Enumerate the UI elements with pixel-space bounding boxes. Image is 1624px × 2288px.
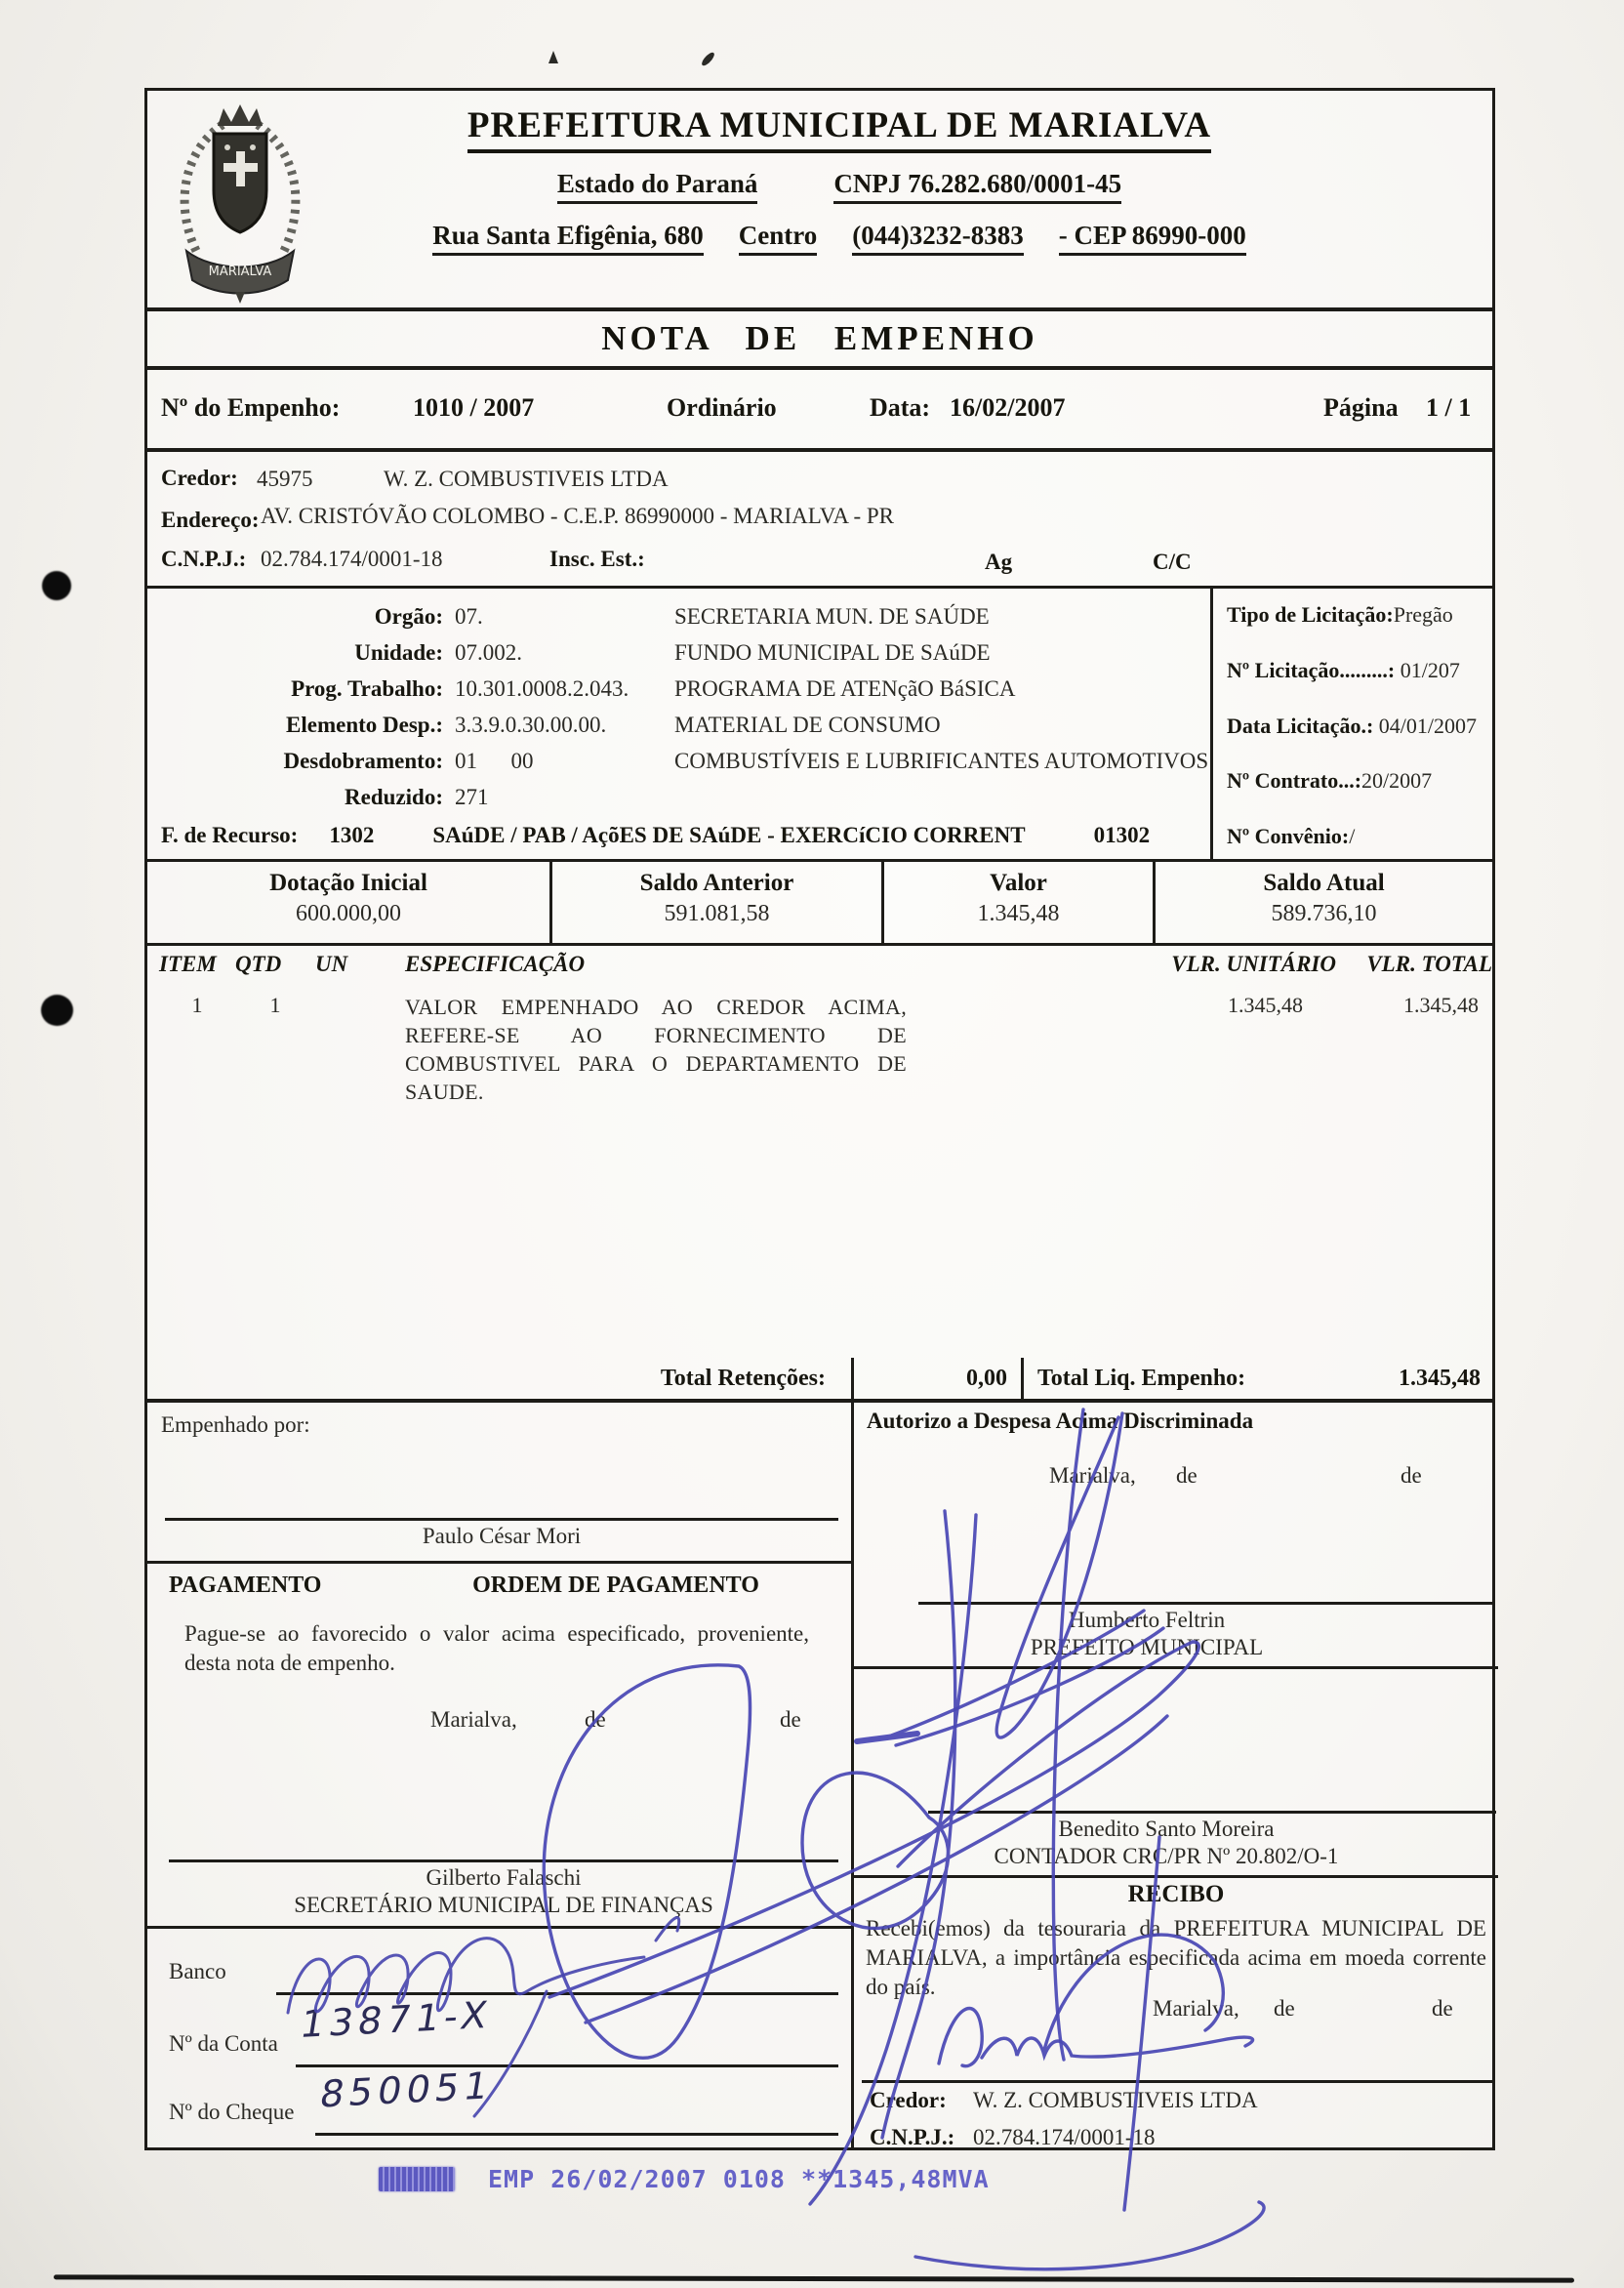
bidding-info-column: [1210, 589, 1492, 859]
recibo-text: Recebi(emos) da tesouraria da PREFEITURA MUNICIPAL DE MARIALVA, a importância especificada acima em moeda corrente do país.: [866, 1916, 1486, 1999]
licitacao-date-row: [1227, 714, 1492, 739]
budget-row-unidade: [147, 634, 1210, 671]
cnpj-header: CNPJ 76.282.680/0001-45: [833, 169, 1121, 204]
ordem-pagamento-title: ORDEM DE PAGAMENTO: [472, 1573, 759, 1598]
date-value: 16/02/2007: [950, 393, 1066, 422]
reduzido-label: Reduzido:: [345, 785, 443, 809]
item-spacer: [913, 993, 1141, 1106]
creditor-name: W. Z. COMBUSTIVEIS LTDA: [384, 467, 669, 491]
phone-number: (044)3232-8383: [852, 221, 1023, 256]
prefeito-name: Humberto Feltrin: [1068, 1608, 1226, 1632]
budget-row-prog-trabalho: [147, 671, 1210, 707]
scan-speck: [701, 51, 716, 68]
agreement-number-label: Nº Convênio:: [1227, 824, 1350, 848]
licitacao-number-row: [1227, 658, 1492, 683]
cheque-label: Nº do Cheque: [169, 2100, 295, 2124]
signature-line: [169, 1859, 838, 1862]
valor-label: Valor: [990, 870, 1047, 896]
item-number: 1: [191, 993, 203, 1017]
pagamento-text: Pague-se ao favorecido o valor acima especificado, proveniente, desta nota de empenho.: [184, 1621, 809, 1675]
desdobramento-desc: COMBUSTÍVEIS E LUBRIFICANTES AUTOMOTIVOS: [674, 749, 1209, 773]
licitacao-type-row: [1227, 602, 1492, 628]
creditor-code: 45975: [257, 467, 313, 491]
orgao-label: Orgão:: [374, 604, 443, 629]
col-vlr-total: VLR. TOTAL: [1366, 952, 1492, 976]
item-specification: VALOR EMPENHADO AO CREDOR ACIMA, REFERE-SE AO FORNECIMENTO DE COMBUSTIVEL PARA O DEPARTAMENTO DE SAUDE.: [405, 995, 907, 1104]
unidade-desc: FUNDO MUNICIPAL DE SAúDE: [674, 640, 991, 665]
account-label: C/C: [1153, 550, 1192, 574]
cep-code: - CEP 86990-000: [1059, 221, 1246, 256]
pagamento-de1: de: [585, 1707, 606, 1732]
stamp-logo-block: [379, 2167, 455, 2191]
autorizo-de2: de: [1401, 1463, 1422, 1488]
total-liquido-cell: [1024, 1366, 1492, 1392]
cheque-fill-line: [315, 2133, 838, 2136]
recibo-cnpj-label: C.N.P.J.:: [870, 2125, 955, 2149]
pagamento-title: PAGAMENTO: [169, 1573, 322, 1598]
saldo-anterior-label: Saldo Anterior: [639, 870, 794, 896]
stamp-text: EMP 26/02/2007 0108 **1345,48MVA: [488, 2165, 990, 2193]
signature-line: [918, 1602, 1492, 1605]
col-especificacao: ESPECIFICAÇÃO: [405, 952, 586, 976]
creditor-label: Credor:: [161, 466, 238, 490]
empenho-number-value: 1010 / 2007: [413, 393, 535, 422]
date-label: Data:: [870, 393, 931, 422]
prog-trabalho-desc: PROGRAMA DE ATENçãO BáSICA: [674, 676, 1016, 701]
banco-fill-line: [276, 1992, 838, 1995]
unidade-label: Unidade:: [354, 640, 443, 665]
pagamento-de2: de: [780, 1707, 801, 1732]
contador-name: Benedito Santo Moreira: [1058, 1817, 1275, 1841]
contract-number-label: Nº Contrato...:: [1227, 768, 1362, 794]
hole-punch-mark: [42, 571, 71, 600]
municipal-coat-of-arms: [163, 97, 317, 304]
prefeito-title: PREFEITO MUNICIPAL: [1030, 1635, 1264, 1659]
page-label: Página: [1323, 393, 1399, 422]
recurso-code: 1302: [329, 823, 375, 847]
prog-trabalho-code: 10.301.0008.2.043.: [455, 676, 629, 701]
saldo-atual-label: Saldo Atual: [1263, 870, 1385, 896]
recibo-credor-label: Credor:: [870, 2088, 947, 2112]
street-address: Rua Santa Efigênia, 680: [432, 221, 704, 256]
licitacao-type-value: Pregão: [1393, 602, 1453, 627]
agreement-number-row: [1227, 824, 1492, 849]
address-label: Endereço:: [161, 508, 260, 532]
signatures-section: [147, 1403, 1492, 2150]
balance-totals-row: [147, 862, 1492, 946]
item-total-price: 1.345,48: [1403, 993, 1479, 1017]
recurso-desc: SAúDE / PAB / AçõES DE SAúDE - EXERCíCIO CORRENT: [432, 823, 1026, 847]
dotacao-inicial-label: Dotação Inicial: [269, 870, 427, 896]
page-value: 1 / 1: [1426, 393, 1472, 422]
budget-row-reduzido: [147, 779, 1210, 815]
licitacao-number-value: 01/207: [1400, 657, 1460, 682]
dotacao-inicial-cell: [147, 862, 549, 943]
unidade-code: 07.002.: [455, 640, 522, 665]
contract-number-value: 20/2007: [1361, 768, 1433, 794]
section-divider: [854, 1666, 1498, 1669]
reduzido-code: 271: [455, 785, 489, 809]
valor-cell: [881, 862, 1153, 943]
empenho-number-row: [147, 370, 1492, 452]
valor-value: 1.345,48: [977, 901, 1060, 926]
recibo-de2: de: [1432, 1996, 1453, 2021]
item-row: [159, 993, 1492, 1106]
licitacao-date-label: Data Licitação.:: [1227, 713, 1374, 738]
document-title-bar: [147, 307, 1492, 370]
conta-fill-line: [296, 2064, 838, 2067]
scan-edge-line: [54, 2274, 1574, 2282]
recibo-title: RECIBO: [1127, 1881, 1225, 1907]
licitacao-date-value: 04/01/2007: [1378, 713, 1478, 738]
saldo-anterior-value: 591.081,58: [664, 901, 770, 926]
signature-line: [928, 1811, 1496, 1814]
agency-label: Ag: [985, 550, 1013, 574]
items-header-row: [159, 952, 1492, 977]
secretario-name: Gilberto Falaschi: [426, 1865, 582, 1890]
saldo-atual-value: 589.736,10: [1271, 901, 1377, 926]
budget-classification-block: [147, 589, 1492, 862]
item-unit-price: 1.345,48: [1228, 993, 1303, 1017]
budget-row-elemento: [147, 707, 1210, 743]
empenho-type: Ordinário: [667, 393, 777, 422]
col-vlr-unitario: VLR. UNITÁRIO: [1171, 952, 1336, 976]
empenhado-por-label: Empenhado por:: [161, 1412, 310, 1437]
recibo-city: Marialva,: [1153, 1996, 1239, 2021]
budget-row-recurso: [147, 823, 1210, 848]
scan-speck: [548, 51, 558, 63]
total-retencoes-value: 0,00: [851, 1358, 1024, 1399]
hole-punch-mark: [41, 995, 73, 1026]
col-un: UN: [315, 952, 348, 976]
address-value: AV. CRISTÓVÃO COLOMBO - C.E.P. 86990000 - MARIALVA - PR: [261, 504, 895, 528]
coat-of-arms-banner-text: MARIALVA: [208, 265, 272, 279]
section-divider: [854, 1875, 1498, 1878]
empenho-number-label: Nº do Empenho:: [161, 393, 341, 422]
dotacao-inicial-value: 600.000,00: [296, 901, 401, 926]
items-table: [147, 946, 1492, 1358]
prog-trabalho-label: Prog. Trabalho:: [291, 676, 443, 701]
conta-label: Nº da Conta: [169, 2031, 278, 2056]
desdobramento-label: Desdobramento:: [283, 749, 443, 773]
total-liquido-label: Total Liq. Empenho:: [1037, 1365, 1246, 1391]
desdobramento-code: 01 00: [455, 749, 534, 773]
signature-line: [862, 2080, 1494, 2083]
col-spacer: [913, 952, 1141, 977]
dot-matrix-stamp: [379, 2165, 990, 2193]
recibo-de1: de: [1274, 1996, 1295, 2021]
form-header: [147, 91, 1492, 307]
creditor-cnpj-value: 02.784.174/0001-18: [261, 547, 443, 571]
col-qtd: QTD: [235, 952, 282, 976]
total-liquido-value: 1.345,48: [1399, 1365, 1481, 1391]
pagamento-city: Marialva,: [430, 1707, 517, 1732]
banco-label: Banco: [169, 1959, 226, 1983]
secretario-title: SECRETÁRIO MUNICIPAL DE FINANÇAS: [294, 1893, 713, 1917]
state-registration-label: Insc. Est.:: [549, 547, 645, 571]
recurso-label: F. de Recurso:: [161, 823, 299, 847]
budget-rows: [147, 589, 1210, 859]
item-unit: [315, 993, 405, 1106]
creditor-cnpj-label: C.N.P.J.:: [161, 547, 247, 571]
conta-handwritten-value: 13871-X: [297, 1992, 496, 2047]
authorization-column: [851, 1403, 1498, 2150]
document-title: NOTA DE EMPENHO: [601, 319, 1038, 357]
cheque-handwritten-value: 850051: [316, 2063, 497, 2116]
licitacao-number-label: Nº Licitação.........:: [1227, 657, 1396, 682]
autorizo-de1: de: [1176, 1463, 1198, 1488]
recibo-credor-value: W. Z. COMBUSTIVEIS LTDA: [973, 2088, 1258, 2112]
empenhado-signer-name: Paulo César Mori: [422, 1524, 582, 1548]
licitacao-type-label: Tipo de Licitação:: [1227, 602, 1394, 627]
signature-line: [165, 1518, 838, 1521]
retentions-row: [147, 1358, 1492, 1403]
saldo-anterior-cell: [549, 862, 881, 943]
elemento-label: Elemento Desp.:: [286, 713, 443, 737]
district: Centro: [739, 221, 818, 256]
payment-column: [147, 1403, 851, 2150]
header-text: [147, 91, 1492, 256]
budget-row-orgao: [147, 598, 1210, 634]
municipality-title: PREFEITURA MUNICIPAL DE MARIALVA: [467, 104, 1211, 153]
saldo-atual-cell: [1153, 862, 1492, 943]
recibo-cnpj-value: 02.784.174/0001-18: [973, 2125, 1156, 2149]
autorizo-title: Autorizo a Despesa Acima Discriminada: [867, 1409, 1254, 1433]
creditor-block: [147, 452, 1492, 589]
elemento-code: 3.3.9.0.30.00.00.: [455, 713, 607, 737]
budget-row-desdobramento: [147, 743, 1210, 779]
contract-number-row: [1227, 768, 1492, 794]
orgao-code: 07.: [455, 604, 483, 629]
recurso-extra-code: 01302: [1093, 823, 1151, 847]
nota-de-empenho-form: [144, 88, 1495, 2150]
contador-title: CONTADOR CRC/PR Nº 20.802/O-1: [994, 1844, 1339, 1868]
agreement-number-value: /: [1349, 824, 1356, 848]
section-divider: [147, 1561, 851, 1564]
item-quantity: 1: [269, 993, 281, 1017]
reduzido-desc: [674, 779, 1210, 815]
autorizo-city: Marialva,: [1049, 1463, 1136, 1488]
state-label: Estado do Paraná: [557, 169, 758, 204]
total-retencoes-label: Total Retenções:: [660, 1365, 826, 1391]
col-item: ITEM: [159, 952, 217, 976]
elemento-desc: MATERIAL DE CONSUMO: [674, 713, 941, 737]
section-divider: [147, 1926, 851, 1929]
orgao-desc: SECRETARIA MUN. DE SAÚDE: [674, 604, 990, 629]
